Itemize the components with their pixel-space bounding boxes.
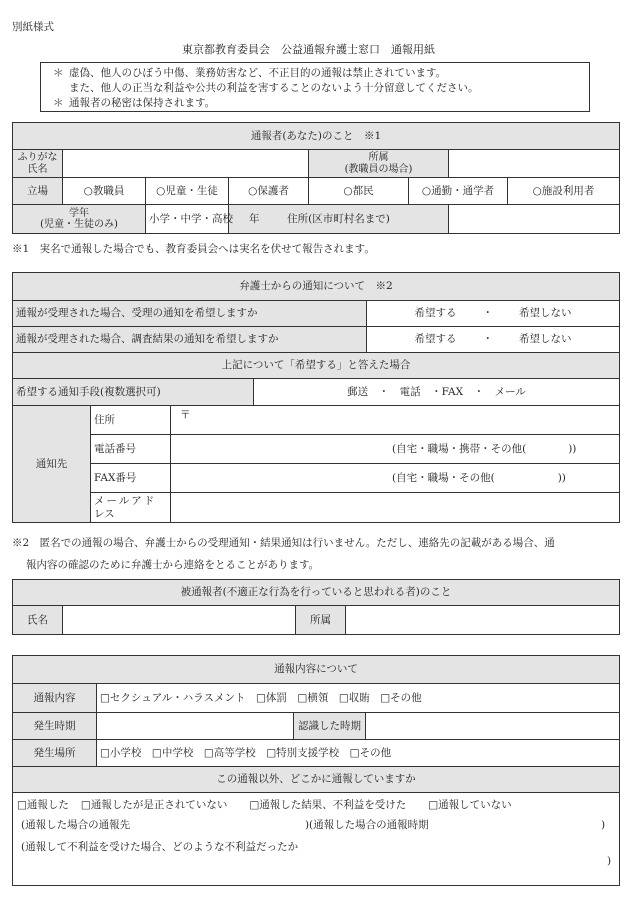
affiliation-input[interactable] xyxy=(449,150,620,178)
dest-phone-input[interactable]: (自宅・職場・携帯・その他( )) xyxy=(171,435,620,464)
furigana-name-input[interactable] xyxy=(63,150,309,178)
dest-phone-label: 電話番号 xyxy=(91,435,171,464)
destination-label: 通知先 xyxy=(13,406,91,523)
reporter-header: 通報者(あなた)のこと ※1 xyxy=(13,123,620,150)
content-header: 通報内容について xyxy=(13,656,620,684)
dest-email-label: メールアド レス xyxy=(91,493,171,523)
result-answer[interactable]: 希望する ・ 希望しない xyxy=(367,327,620,353)
subject-table xyxy=(12,579,620,635)
occurred-input[interactable] xyxy=(97,713,294,740)
report-destination-time[interactable]: (通報した場合の通報先 ) (通報した場合の通報時期 ) xyxy=(21,819,606,832)
subject-header: 被通報者(不適正な行為を行っていると思われる者)のこと xyxy=(13,580,620,606)
dest-fax-label: FAX番号 xyxy=(91,464,171,493)
content-type-options[interactable]: □セクシュアル・ハラスメント □体罰 □横領 □収賄 □その他 xyxy=(97,684,620,713)
status-option-student[interactable]: ○児童・生徒 xyxy=(146,178,229,205)
disadvantage-description[interactable]: (通報して不利益を受けた場合、どのような不利益だったか ) xyxy=(21,841,612,868)
attachment-label: 別紙様式 xyxy=(12,21,54,33)
content-table xyxy=(12,655,620,886)
page-title: 東京都教育委員会 公益通報弁護士窓口 通報用紙 xyxy=(182,43,435,56)
recognized-input[interactable] xyxy=(366,713,620,740)
dest-email-input[interactable] xyxy=(171,493,620,523)
subject-affiliation-label: 所属 xyxy=(296,606,346,635)
status-option-citizen[interactable]: ○都民 xyxy=(309,178,409,205)
furigana-name-label: ふりがな 氏名 xyxy=(13,150,63,178)
notice-line-1: 虚偽、他人のひぼう中傷、業務妨害など、不正目的の通報は禁止されています。 xyxy=(69,67,447,79)
other-report-box[interactable] xyxy=(13,793,620,886)
notice-line-3: 通報者の秘密は保持されます。 xyxy=(69,97,216,109)
dest-fax-input[interactable]: (自宅・職場・その他( )) xyxy=(171,464,620,493)
subject-name-label: 氏名 xyxy=(13,606,63,635)
status-option-facility-user[interactable]: ○施設利用者 xyxy=(508,178,620,205)
affiliation-label: 所属 (教職員の場合) xyxy=(309,150,449,178)
means-label: 希望する通知手段(複数選択可) xyxy=(13,379,254,406)
reporter-table xyxy=(12,122,620,234)
subject-affiliation-input[interactable] xyxy=(346,606,620,635)
means-options[interactable]: 郵送 ・ 電話 ・FAX ・ メール xyxy=(254,379,620,406)
notice-box: ＊ 虚偽、他人のひぼう中傷、業務妨害など、不正目的の通報は禁止されています。 また、他人の正当な利益や公共の利益を害することのないよう十分留意してください。 ＊ 通報者の秘密は保持されます。 xyxy=(40,62,590,112)
status-label: 立場 xyxy=(13,178,63,205)
dest-address-input[interactable]: 〒 xyxy=(171,406,620,435)
lawyer-table xyxy=(12,272,620,523)
lawyer-note-line-1: ※2 匿名での通報の場合、弁護士からの受理通知・結果通知は行いません。ただし、連絡先の記載がある場合、通 xyxy=(12,537,555,549)
place-options[interactable]: □小学校 □中学校 □高等学校 □特別支援学校 □その他 xyxy=(97,740,620,767)
place-label: 発生場所 xyxy=(13,740,97,767)
address-input[interactable] xyxy=(449,205,620,234)
status-option-staff[interactable]: ○教職員 xyxy=(63,178,146,205)
grade-label: 学年 (児童・生徒のみ) xyxy=(13,205,146,234)
dest-address-label: 住所 xyxy=(91,406,171,435)
subject-name-input[interactable] xyxy=(63,606,296,635)
receipt-question: 通報が受理された場合、受理の通知を希望しますか xyxy=(13,301,367,327)
school-level-options[interactable]: 小学・中学・高校 年 xyxy=(146,205,229,234)
address-label: 住所(区市町村名まで) xyxy=(229,205,449,234)
receipt-answer[interactable]: 希望する ・ 希望しない xyxy=(367,301,620,327)
other-report-header: この通報以外、どこかに通報していますか xyxy=(13,767,620,793)
lawyer-header: 弁護士からの通知について ※2 xyxy=(13,273,620,301)
lawyer-note-line-2: 報内容の確認のために弁護士から連絡をとることがあります。 xyxy=(26,559,320,571)
result-question: 通報が受理された場合、調査結果の通知を希望しますか xyxy=(13,327,367,353)
occurred-label: 発生時期 xyxy=(13,713,97,740)
status-option-guardian[interactable]: ○保護者 xyxy=(229,178,309,205)
reporter-note: ※1 実名で通報した場合でも、教育委員会へは実名を伏せて報告されます。 xyxy=(12,243,375,255)
recognized-label: 認識した時期 xyxy=(294,713,366,740)
other-report-options[interactable]: □通報した □通報したが是正されていない □通報した結果、不利益を受けた □通報していない xyxy=(17,799,512,811)
content-type-label: 通報内容 xyxy=(13,684,97,713)
notice-line-2: また、他人の正当な利益や公共の利益を害することのないよう十分留意してください。 xyxy=(69,82,479,94)
status-option-commuter[interactable]: ○通勤・通学者 xyxy=(409,178,508,205)
if-yes-header: 上記について「希望する」と答えた場合 xyxy=(13,353,620,379)
